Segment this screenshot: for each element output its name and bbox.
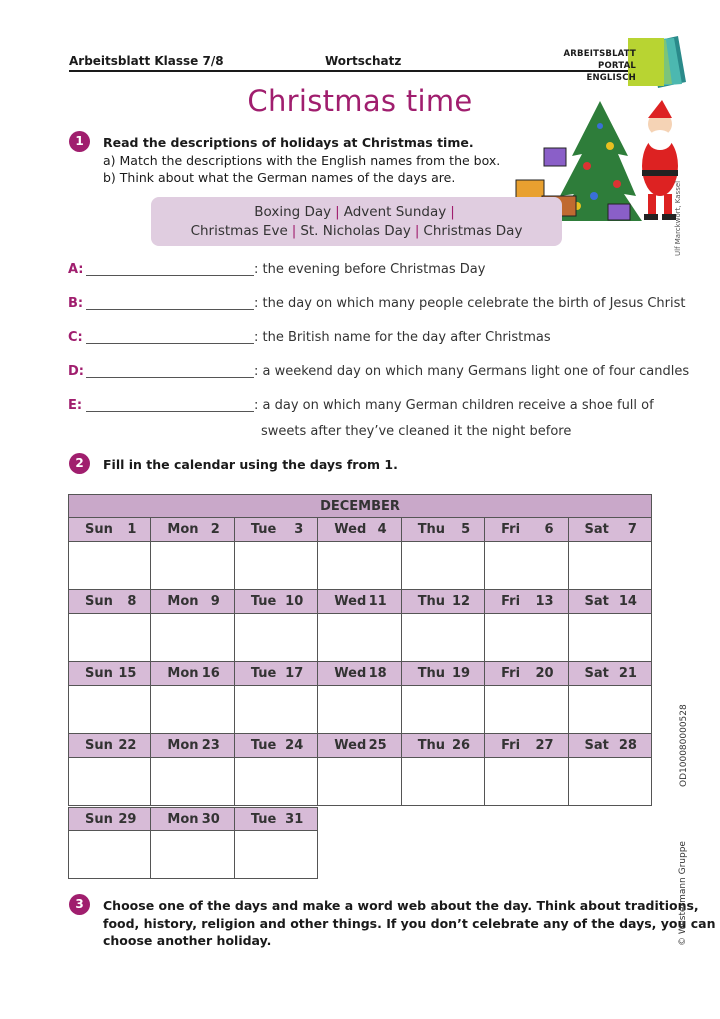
word-separator: | bbox=[414, 223, 420, 239]
definition-text: : a day on which many German children receive a shoe full of bbox=[254, 398, 654, 413]
calendar-day-header: Wed 4 bbox=[318, 518, 401, 542]
header-topic: Wortschatz bbox=[325, 54, 402, 68]
calendar-day-cell[interactable] bbox=[318, 614, 401, 662]
calendar-day-cell[interactable] bbox=[485, 542, 568, 590]
publisher-credit: © Westermann Gruppe bbox=[678, 841, 688, 946]
calendar-day-cell[interactable] bbox=[235, 831, 318, 879]
calendar-day-header: Wed 11 bbox=[318, 590, 401, 614]
calendar-day-cell[interactable] bbox=[68, 758, 151, 806]
calendar-day-cell[interactable] bbox=[318, 542, 401, 590]
illustration-credit: Ulf Marckwort, Kassel bbox=[674, 180, 682, 256]
calendar-day-header: Sun 29 bbox=[68, 807, 151, 831]
document-code: OD100080000528 bbox=[679, 704, 689, 787]
calendar-day-header: Thu 26 bbox=[402, 734, 485, 758]
task-number-badge: 1 bbox=[69, 131, 90, 152]
calendar-day-header: Fri 6 bbox=[485, 518, 568, 542]
page-title: Christmas time bbox=[247, 84, 473, 118]
calendar-day-cell[interactable] bbox=[569, 758, 652, 806]
calendar-day-cell[interactable] bbox=[68, 831, 151, 879]
calendar-day-cell[interactable] bbox=[402, 542, 485, 590]
word-option: Advent Sunday bbox=[343, 204, 447, 220]
calendar-week-body bbox=[68, 542, 652, 590]
calendar-day-header: Thu 19 bbox=[402, 662, 485, 686]
calendar-day-cell[interactable] bbox=[151, 614, 234, 662]
definition-text: : the day on which many people celebrate the birth of Jesus Christ bbox=[254, 296, 686, 311]
calendar-day-header: Wed 18 bbox=[318, 662, 401, 686]
calendar-week-body bbox=[68, 831, 319, 879]
calendar-day-cell[interactable] bbox=[151, 542, 234, 590]
calendar-day-header: Mon 30 bbox=[151, 807, 234, 831]
word-separator: | bbox=[291, 223, 297, 239]
calendar-day-cell[interactable] bbox=[485, 758, 568, 806]
definition-text: : the evening before Christmas Day bbox=[254, 262, 486, 277]
word-separator: | bbox=[450, 204, 455, 220]
calendar-day-header: Tue 31 bbox=[235, 807, 318, 831]
calendar-day-cell[interactable] bbox=[235, 686, 318, 734]
calendar-week-body bbox=[68, 758, 652, 806]
calendar-day-header: Tue 24 bbox=[235, 734, 318, 758]
calendar-week-header bbox=[68, 734, 652, 758]
header-grade: Arbeitsblatt Klasse 7/8 bbox=[69, 54, 224, 68]
word-option: Christmas Eve bbox=[190, 223, 288, 239]
calendar-day-header: Sat 28 bbox=[569, 734, 652, 758]
definition-letter: A: bbox=[68, 262, 84, 277]
word-box bbox=[151, 197, 562, 246]
calendar-day-cell[interactable] bbox=[318, 758, 401, 806]
calendar-day-header: Sat 7 bbox=[569, 518, 652, 542]
calendar-day-header: Sun 15 bbox=[68, 662, 151, 686]
calendar-day-cell[interactable] bbox=[402, 758, 485, 806]
definition-letter: D: bbox=[68, 364, 84, 379]
calendar-week-header bbox=[68, 662, 652, 686]
calendar-day-cell[interactable] bbox=[569, 542, 652, 590]
calendar-last-week bbox=[68, 807, 319, 879]
calendar-week-body bbox=[68, 686, 652, 734]
definition-text: : the British name for the day after Christmas bbox=[254, 330, 551, 345]
calendar-day-header: Sat 14 bbox=[569, 590, 652, 614]
definition-e-continued: sweets after they’ve cleaned it the night before bbox=[261, 424, 572, 439]
calendar-day-cell[interactable] bbox=[485, 686, 568, 734]
definition-text: : a weekend day on which many Germans light one of four candles bbox=[254, 364, 690, 379]
word-option: Christmas Day bbox=[423, 223, 523, 239]
word-option: St. Nicholas Day bbox=[300, 223, 411, 239]
calendar-day-header: Fri 27 bbox=[485, 734, 568, 758]
calendar-day-cell[interactable] bbox=[235, 542, 318, 590]
calendar-day-header: Mon 9 bbox=[151, 590, 234, 614]
calendar-day-header: Sun 22 bbox=[68, 734, 151, 758]
calendar-day-cell[interactable] bbox=[235, 758, 318, 806]
calendar-week-body bbox=[68, 614, 652, 662]
calendar-week-header bbox=[68, 518, 652, 542]
calendar-day-cell[interactable] bbox=[235, 614, 318, 662]
definition-letter: C: bbox=[68, 330, 83, 345]
definition-letter: E: bbox=[68, 398, 83, 413]
calendar-day-header: Sun 1 bbox=[68, 518, 151, 542]
calendar-day-cell[interactable] bbox=[318, 686, 401, 734]
answer-line[interactable] bbox=[86, 343, 254, 344]
answer-line[interactable] bbox=[86, 309, 254, 310]
word-separator: | bbox=[335, 204, 340, 220]
calendar-day-header: Wed 25 bbox=[318, 734, 401, 758]
calendar-day-header: Tue 17 bbox=[235, 662, 318, 686]
calendar-day-header: Thu 5 bbox=[402, 518, 485, 542]
calendar-day-header: Mon 2 bbox=[151, 518, 234, 542]
calendar-day-cell[interactable] bbox=[485, 614, 568, 662]
calendar-week-header bbox=[68, 590, 652, 614]
calendar-day-cell[interactable] bbox=[569, 686, 652, 734]
calendar-day-header: Sat 21 bbox=[569, 662, 652, 686]
calendar-week-header bbox=[68, 807, 319, 831]
calendar-day-header: Fri 13 bbox=[485, 590, 568, 614]
logo-text: ARBEITSBLATT PORTAL ENGLISCH bbox=[563, 49, 636, 83]
task2-instructions: Fill in the calendar using the days from 1. bbox=[103, 457, 398, 472]
calendar-day-header: Thu 12 bbox=[402, 590, 485, 614]
calendar-day-cell[interactable] bbox=[151, 831, 234, 879]
calendar-day-header: Tue 10 bbox=[235, 590, 318, 614]
calendar-month: DECEMBER bbox=[68, 494, 652, 518]
task3-instructions: Choose one of the days and make a word web about the day. Think about traditions, food, history, religion and other things. If you don’t celebrate any of the days, you can choose another holiday. bbox=[103, 898, 716, 948]
definition-letter: B: bbox=[68, 296, 84, 311]
word-option: Boxing Day bbox=[254, 204, 332, 220]
calendar-day-cell[interactable] bbox=[68, 614, 151, 662]
calendar-day-header: Tue 3 bbox=[235, 518, 318, 542]
calendar-day-cell[interactable] bbox=[68, 542, 151, 590]
answer-line[interactable] bbox=[86, 411, 254, 412]
calendar-day-cell[interactable] bbox=[151, 758, 234, 806]
december-calendar bbox=[68, 494, 652, 806]
calendar-day-cell[interactable] bbox=[569, 614, 652, 662]
task1-instructions: Read the descriptions of holidays at Christmas time. a) Match the descriptions with the English names from the box. b) Think about what the German names of the days are. bbox=[103, 135, 501, 185]
task-number-badge: 2 bbox=[69, 453, 90, 474]
calendar-day-header: Fri 20 bbox=[485, 662, 568, 686]
calendar-day-cell[interactable] bbox=[402, 614, 485, 662]
calendar-day-cell[interactable] bbox=[402, 686, 485, 734]
calendar-day-header: Sun 8 bbox=[68, 590, 151, 614]
header-rule bbox=[69, 70, 629, 72]
calendar-day-cell[interactable] bbox=[68, 686, 151, 734]
calendar-day-header: Mon 16 bbox=[151, 662, 234, 686]
answer-line[interactable] bbox=[86, 275, 254, 276]
calendar-day-cell[interactable] bbox=[151, 686, 234, 734]
task-number-badge: 3 bbox=[69, 894, 90, 915]
calendar-day-header: Mon 23 bbox=[151, 734, 234, 758]
answer-line[interactable] bbox=[86, 377, 254, 378]
